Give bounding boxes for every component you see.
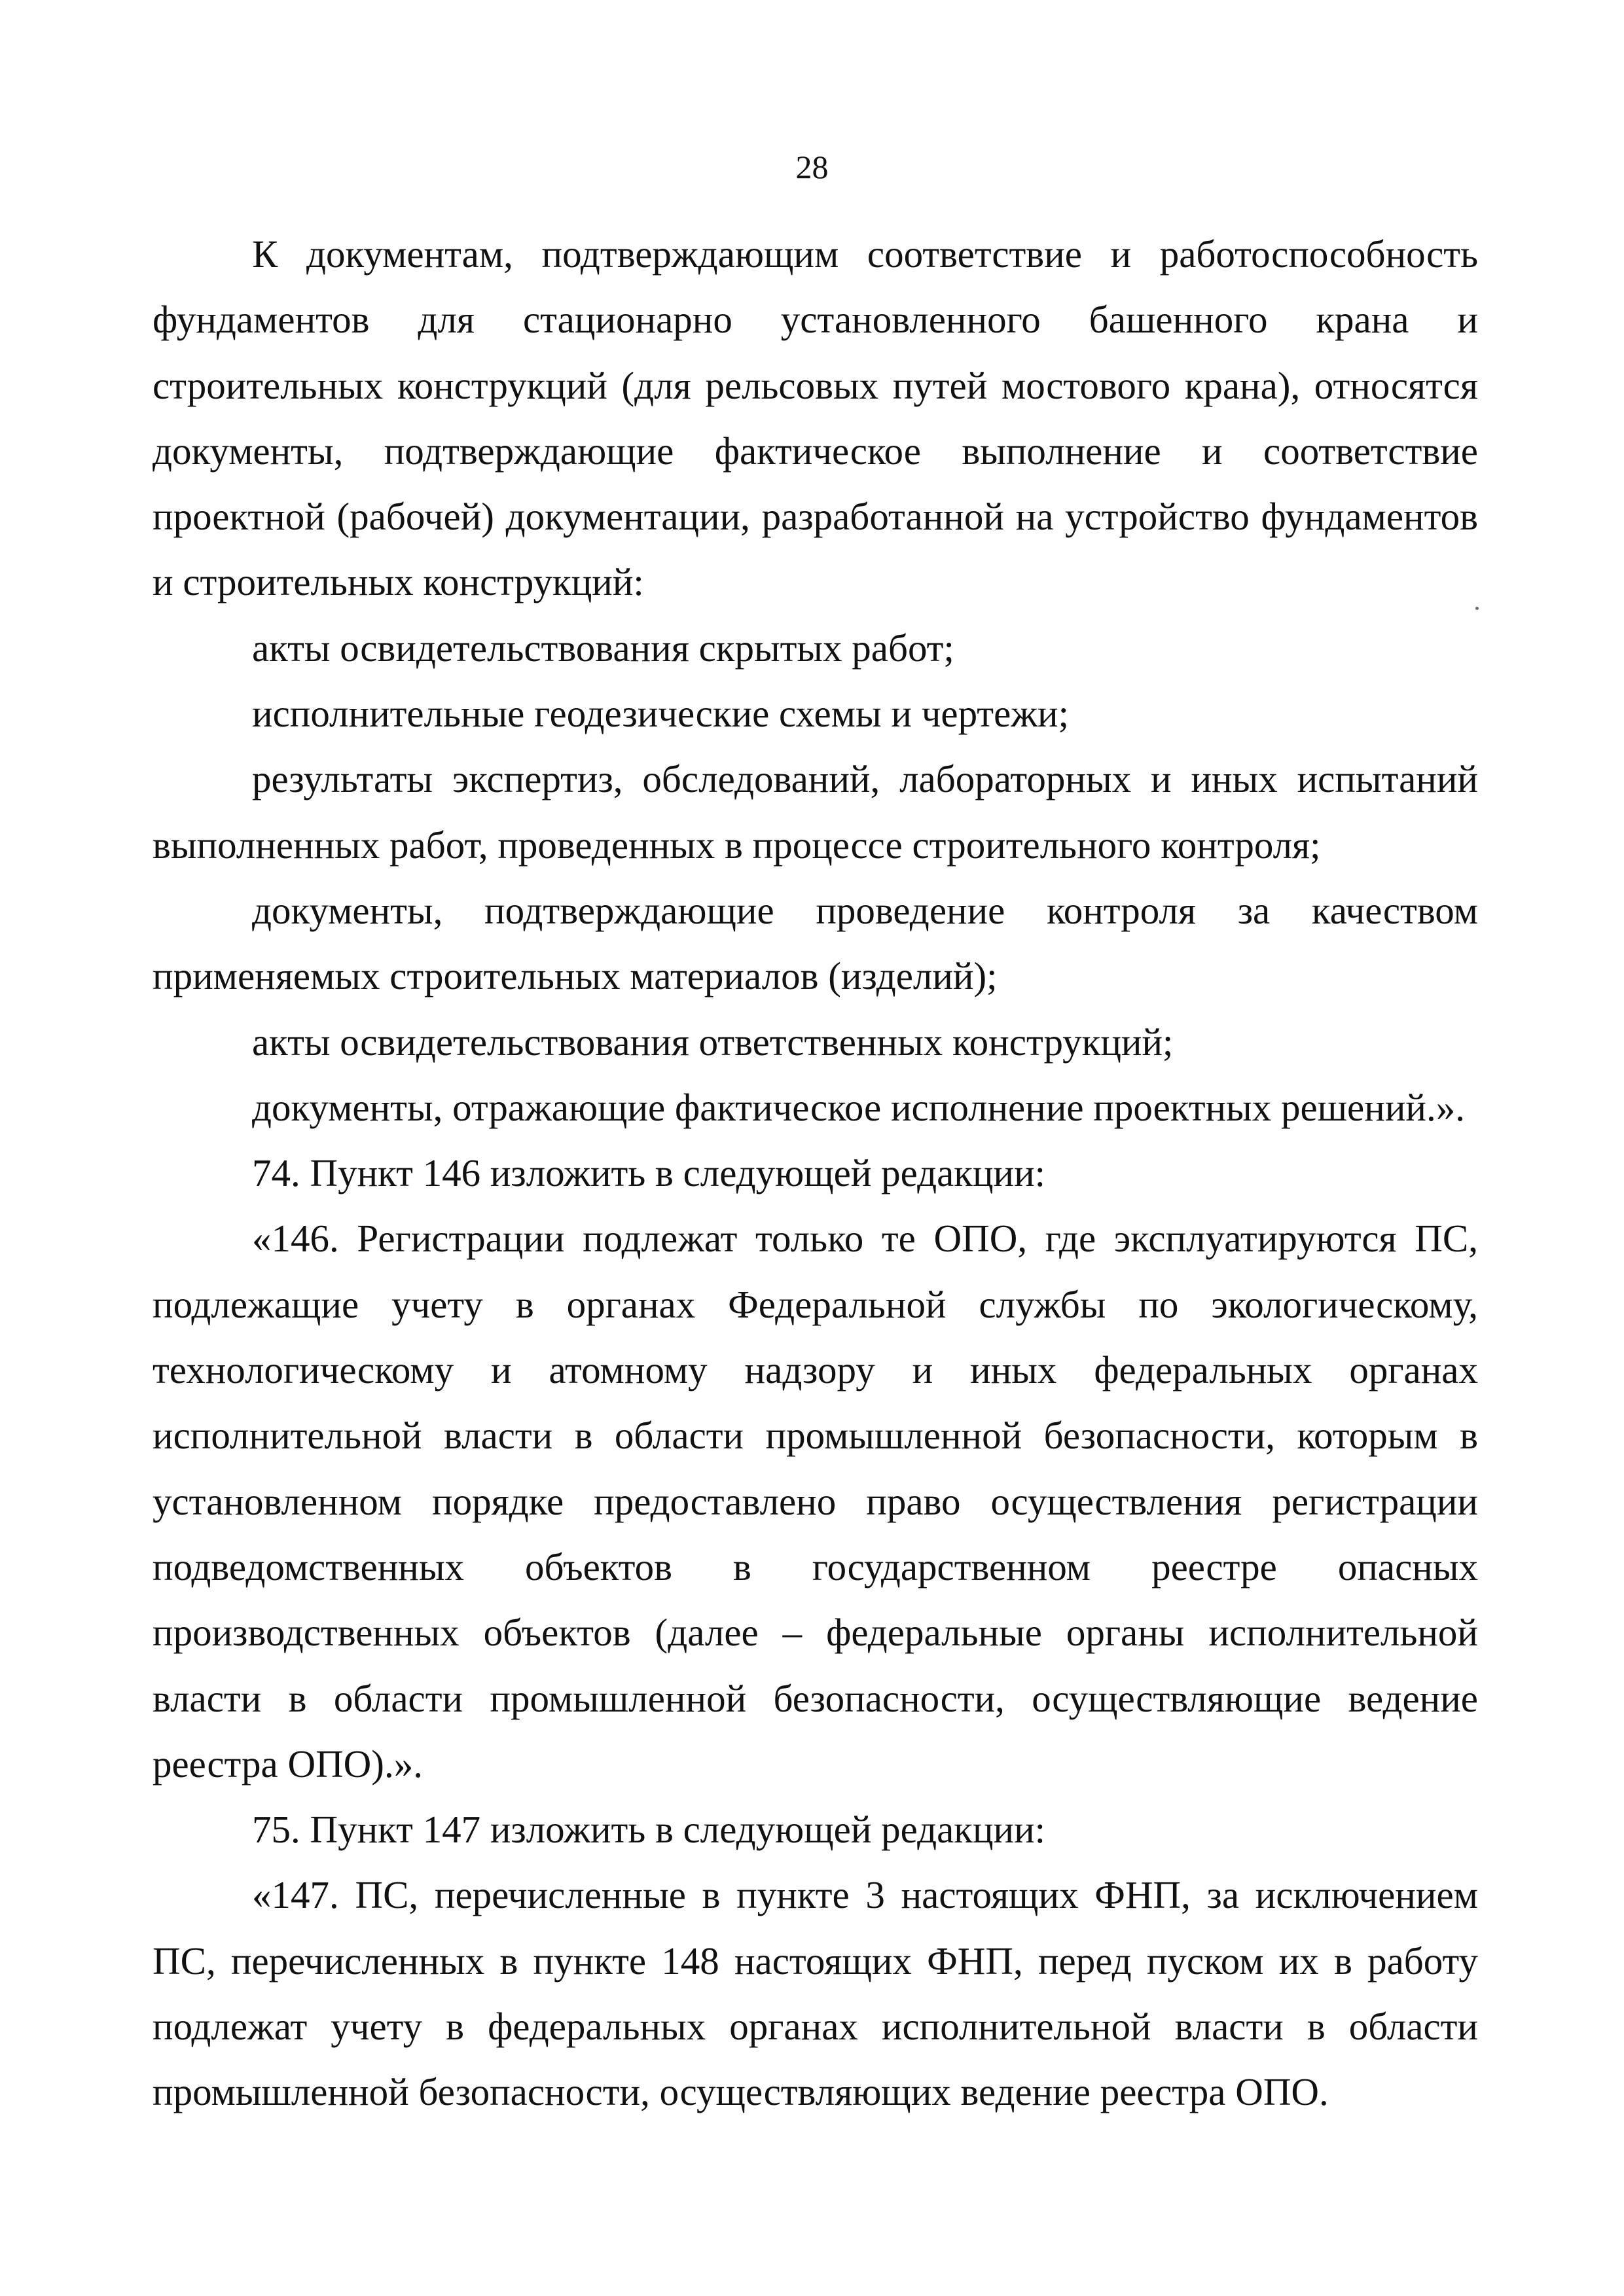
paragraph-documents-intro: К документам, подтверждающим соответствие и работоспособность фундаментов для стационарно установленного башенного крана и строительных конструкций (для рельсовых путей мостового крана), относятся документы, подтверждающие фактическое выполнение и соответствие проектной (рабочей) документации, разработанной на устройство фундаментов и строительных конструкций:: [153, 232, 1478, 604]
list-item-geodetic-schemes: исполнительные геодезические схемы и чертежи;: [252, 692, 1069, 736]
list-item-design-execution-docs: документы, отражающие фактическое исполнение проектных решений.».: [252, 1085, 1465, 1129]
document-body: [153, 221, 1478, 2125]
list-item-structures-acts: акты освидетельствования ответственных конструкций;: [252, 1020, 1174, 1064]
page-number: 28: [795, 149, 829, 185]
list-item-hidden-works-acts: акты освидетельствования скрытых работ;: [252, 626, 954, 670]
list-item-materials-quality-control: документы, подтверждающие проведение контроля за качеством применяемых строительных материалов (изделий);: [153, 888, 1478, 998]
paragraph-clause-147: «147. ПС, перечисленные в пункте 3 настоящих ФНП, за исключением ПС, перечисленных в пункте 148 настоящих ФНП, перед пуском их в работу подлежат учету в федеральных органах исполнительной власти в области промышленной безопасности, осуществляющих ведение реестра ОПО.: [153, 1873, 1478, 2114]
list-item-expertise-results: результаты экспертиз, обследований, лабораторных и иных испытаний выполненных работ, проведенных в процессе строительного контроля;: [153, 757, 1478, 867]
amendment-heading-74: 74. Пункт 146 изложить в следующей редакции:: [252, 1151, 1046, 1195]
scan-speck: [1475, 607, 1479, 610]
paragraph-clause-146: «146. Регистрации подлежат только те ОПО, где эксплуатируются ПС, подлежащие учету в органах Федеральной службы по экологическому, технологическому и атомному надзору и иных федеральных органах исполнительной власти в области промышленной безопасности, которым в установленном порядке предоставлено право осуществления регистрации подведомственных объектов в государственном реестре опасных производственных объектов (далее – федеральные органы исполнительной власти в области промышленной безопасности, осуществляющие ведение реестра ОПО).».: [153, 1217, 1478, 1785]
amendment-heading-75: 75. Пункт 147 изложить в следующей редакции:: [252, 1808, 1046, 1852]
